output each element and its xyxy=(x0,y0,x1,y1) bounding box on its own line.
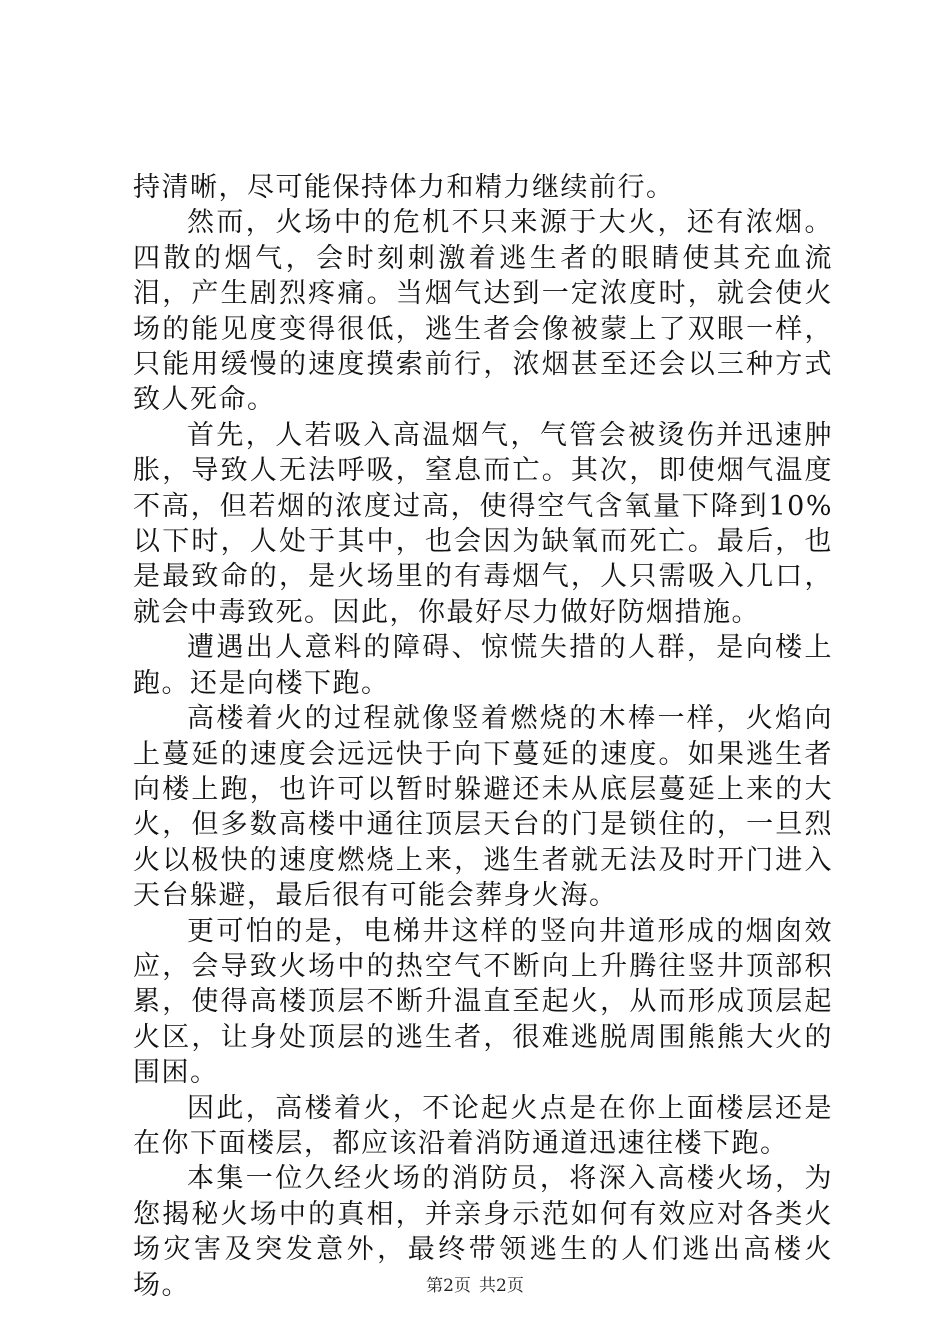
paragraph-1: 持清晰，尽可能保持体力和精力继续前行。 xyxy=(133,172,675,203)
document-body xyxy=(133,170,833,1303)
paragraph-6: 更可怕的是，电梯井这样的竖向井道形成的烟囱效应，会导致火场中的热空气不断向上升腾往竖井顶部积累，使得高楼顶层不断升温直至起火，从而形成顶层起火区，让身处顶层的逃生者，很难逃脱周围熊熊大火的围困。 xyxy=(133,915,833,1089)
paragraph-4: 遭遇出人意料的障碍、惊慌失措的人群，是向楼上跑。还是向楼下跑。 xyxy=(133,632,833,699)
page-total: 共2页 xyxy=(479,1276,524,1296)
page-number: 第2页 xyxy=(426,1276,471,1296)
paragraph-3: 首先，人若吸入高温烟气，气管会被烫伤并迅速肿胀，导致人无法呼吸，窒息而亡。其次，即使烟气温度不高，但若烟的浓度过高，使得空气含氧量下降到10%以下时，人处于其中，也会因为缺氧而死亡。最后，也是最致命的，是火场里的有毒烟气，人只需吸入几口，就会中毒致死。因此，你最好尽力做好防烟措施。 xyxy=(133,419,833,628)
paragraph-7: 因此，高楼着火，不论起火点是在你上面楼层还是在你下面楼层，都应该沿着消防通道迅速往楼下跑。 xyxy=(133,1092,833,1159)
paragraph-5: 高楼着火的过程就像竖着燃烧的木棒一样，火焰向上蔓延的速度会远远快于向下蔓延的速度。如果逃生者向楼上跑，也许可以暂时躲避还未从底层蔓延上来的大火，但多数高楼中通往顶层天台的门是锁住的，一旦烈火以极快的速度燃烧上来，逃生者就无法及时开门进入天台躲避，最后很有可能会葬身火海。 xyxy=(133,703,833,912)
paragraph-8: 本集一位久经火场的消防员，将深入高楼火场，为您揭秘火场中的真相，并亲身示范如何有效应对各类火场灾害及突发意外，最终带领逃生的人们逃出高楼火场。 xyxy=(133,1163,833,1301)
page-footer xyxy=(0,1276,950,1296)
paragraph-2: 然而，火场中的危机不只来源于大火，还有浓烟。四散的烟气，会时刻刺激着逃生者的眼睛使其充血流泪，产生剧烈疼痛。当烟气达到一定浓度时，就会使火场的能见度变得很低，逃生者会像被蒙上了双眼一样，只能用缓慢的速度摸索前行，浓烟甚至还会以三种方式致人死命。 xyxy=(133,207,833,416)
